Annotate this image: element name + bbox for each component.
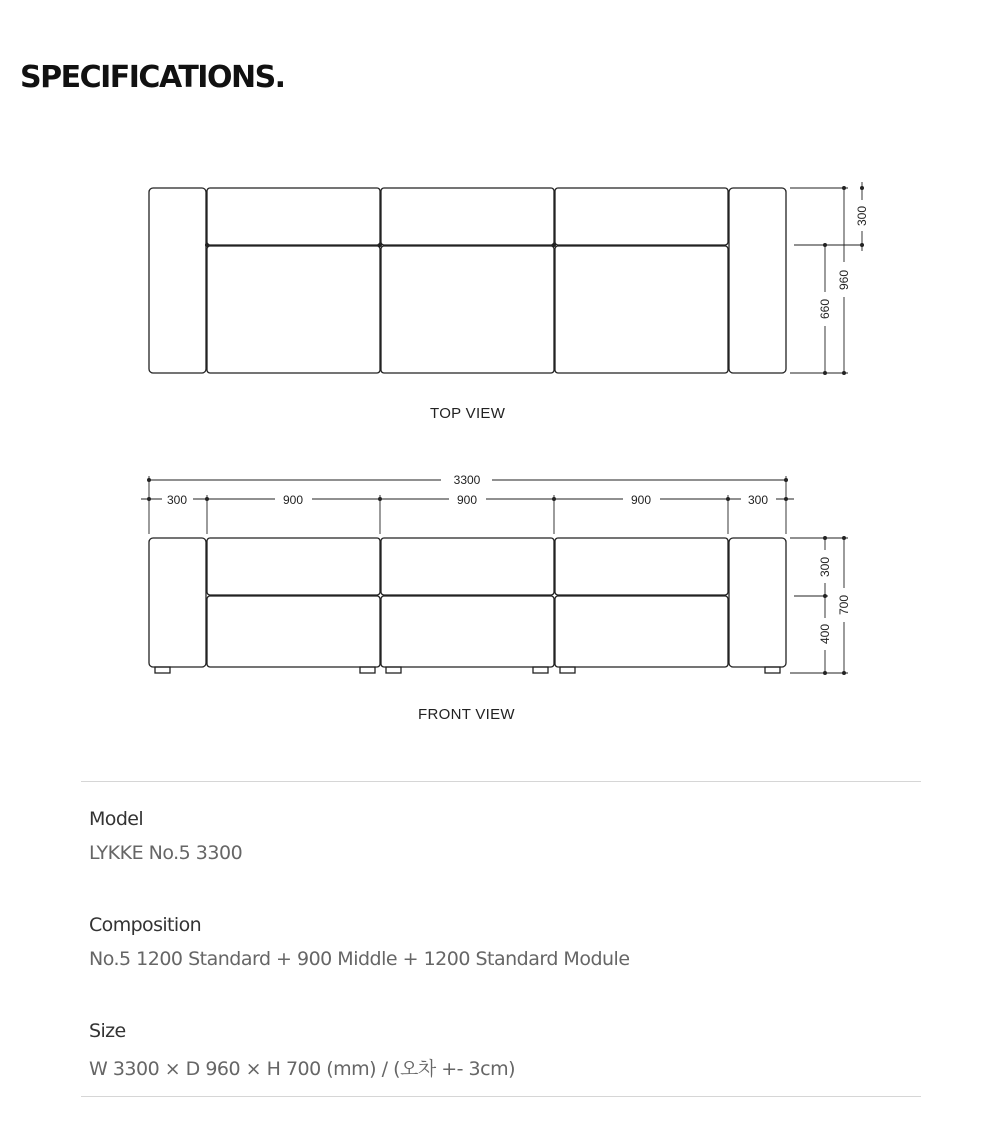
- front-leg: [360, 667, 375, 673]
- front-back-1: [207, 538, 380, 595]
- dim-arm-right: 300: [747, 493, 769, 507]
- dim-seat-height: 400: [818, 623, 832, 645]
- top-back-cushion-1: [207, 188, 380, 245]
- front-leg: [765, 667, 780, 673]
- top-seat-1: [207, 246, 380, 373]
- front-back-2: [381, 538, 554, 595]
- dim-back-height: 300: [818, 556, 832, 578]
- front-view-label: FRONT VIEW: [418, 706, 515, 723]
- spec-value: LYKKE No.5 3300: [89, 842, 243, 864]
- dim-module-1: 900: [282, 493, 304, 507]
- dim-top-back-cushion: 300: [855, 205, 869, 227]
- front-leg: [386, 667, 401, 673]
- front-leg: [533, 667, 548, 673]
- dim-module-3: 900: [630, 493, 652, 507]
- front-leg: [155, 667, 170, 673]
- dim-total-width: 3300: [453, 473, 481, 487]
- dim-top-seat-depth: 660: [818, 298, 832, 320]
- dim-total-height: 700: [837, 594, 851, 616]
- front-seat-3: [555, 596, 728, 667]
- front-right-arm: [729, 538, 786, 667]
- spec-model: [89, 808, 242, 864]
- dim-arm-left: 300: [166, 493, 188, 507]
- top-seat-2: [381, 246, 554, 373]
- spec-label: Model: [89, 808, 144, 830]
- top-seat-3: [555, 246, 728, 373]
- spec-label: Composition: [89, 914, 202, 936]
- divider-top: [81, 781, 921, 782]
- top-right-arm: [729, 188, 786, 373]
- top-view-label: TOP VIEW: [430, 405, 506, 422]
- dim-module-2: 900: [456, 493, 478, 507]
- front-leg: [560, 667, 575, 673]
- spec-size: [89, 1020, 515, 1081]
- spec-composition: [89, 914, 630, 970]
- front-left-arm: [149, 538, 206, 667]
- spec-value: No.5 1200 Standard + 900 Middle + 1200 Standard Module: [89, 948, 630, 970]
- top-back-cushion-3: [555, 188, 728, 245]
- top-back-cushion-2: [381, 188, 554, 245]
- front-seat-2: [381, 596, 554, 667]
- front-seat-1: [207, 596, 380, 667]
- spec-value: W 3300 × D 960 × H 700 (mm) / (오차 +- 3cm): [89, 1058, 515, 1080]
- front-back-3: [555, 538, 728, 595]
- spec-label: Size: [89, 1020, 126, 1042]
- page-title: SPECIFICATIONS.: [20, 60, 285, 95]
- top-left-arm: [149, 188, 206, 373]
- dim-top-total-depth: 960: [837, 269, 851, 291]
- divider-bottom: [81, 1096, 921, 1097]
